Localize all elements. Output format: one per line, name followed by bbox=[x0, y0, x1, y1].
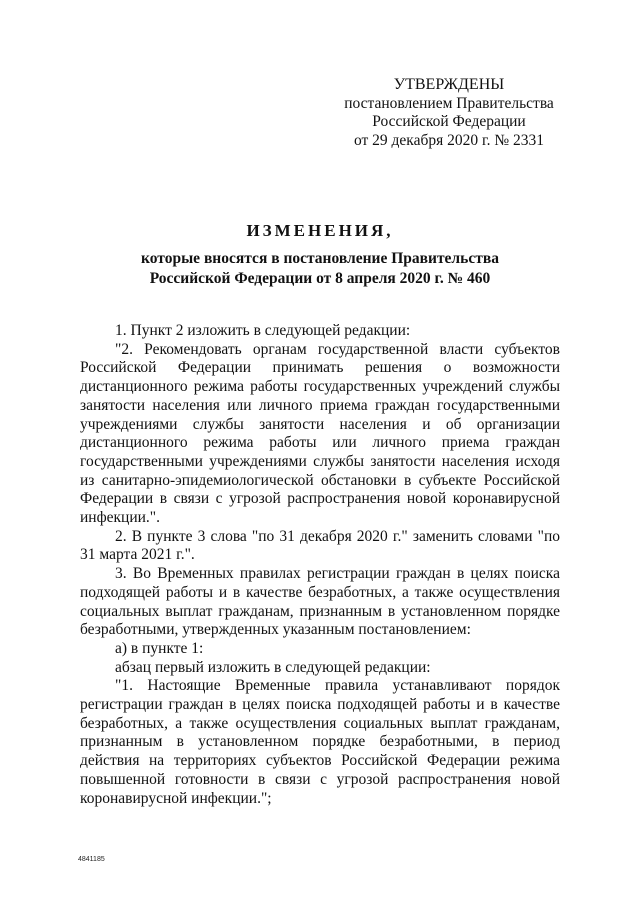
document-title: ИЗМЕНЕНИЯ, bbox=[246, 221, 394, 240]
approval-line-1: постановлением Правительства bbox=[344, 94, 554, 112]
paragraph-4: 3. Во Временных правилах регистрации граждан в целях поиска подходящей работы и в качестве безработных, а также осуществления социальных выплат гражданам, признанным в установленном порядке безработными, утвержденных указанным постановлением: bbox=[80, 565, 560, 639]
paragraph-2: "2. Рекомендовать органам государственной власти субъектов Российской Федерации принимать решения о возможности дистанционного режима работы государственных учреждений службы занятости населения или личного приема граждан государственными учреждениями службы занятости населения и об организации дистанционного режима работы или личного приема граждан государственными учреждениями службы занятости населения исходя из санитарно-эпидемиологической обстановки в субъекте Российской Федерации в связи с угрозой распространения новой коронавирусной инфекции.". bbox=[80, 340, 560, 527]
paragraph-1: 1. Пункт 2 изложить в следующей редакции: bbox=[115, 322, 411, 339]
paragraph-7: "1. Настоящие Временные правила устанавливают порядок регистрации граждан в целях поиска подходящей работы и в качестве безработных, а также осуществления социальных выплат гражданам, признанным в установленном порядке безработными, в период действия на территориях субъектов Российской Федерации режима повышенной готовности в связи с угрозой распространения новой коронавирусной инфекции."; bbox=[80, 677, 560, 807]
approval-line-3: от 29 декабря 2020 г. № 2331 bbox=[353, 131, 545, 149]
paragraph-3: 2. В пункте 3 слова "по 31 декабря 2020 г." заменить словами "по 31 марта 2021 г.". bbox=[80, 527, 560, 564]
document-subtitle: которые вносятся в постановление Правительства Российской Федерации от 8 апреля 2020 г. № 460 bbox=[141, 250, 499, 287]
paragraph-6: абзац первый изложить в следующей редакции: bbox=[115, 658, 431, 676]
approval-title: УТВЕРЖДЕНЫ bbox=[393, 76, 505, 93]
paragraph-5: а) в пункте 1: bbox=[115, 639, 204, 657]
document-body bbox=[80, 322, 560, 808]
approval-line-2: Российской Федерации bbox=[372, 113, 526, 130]
document-code: 4841185 bbox=[78, 856, 105, 863]
document-heading bbox=[0, 220, 640, 289]
approval-stamp bbox=[344, 76, 554, 150]
